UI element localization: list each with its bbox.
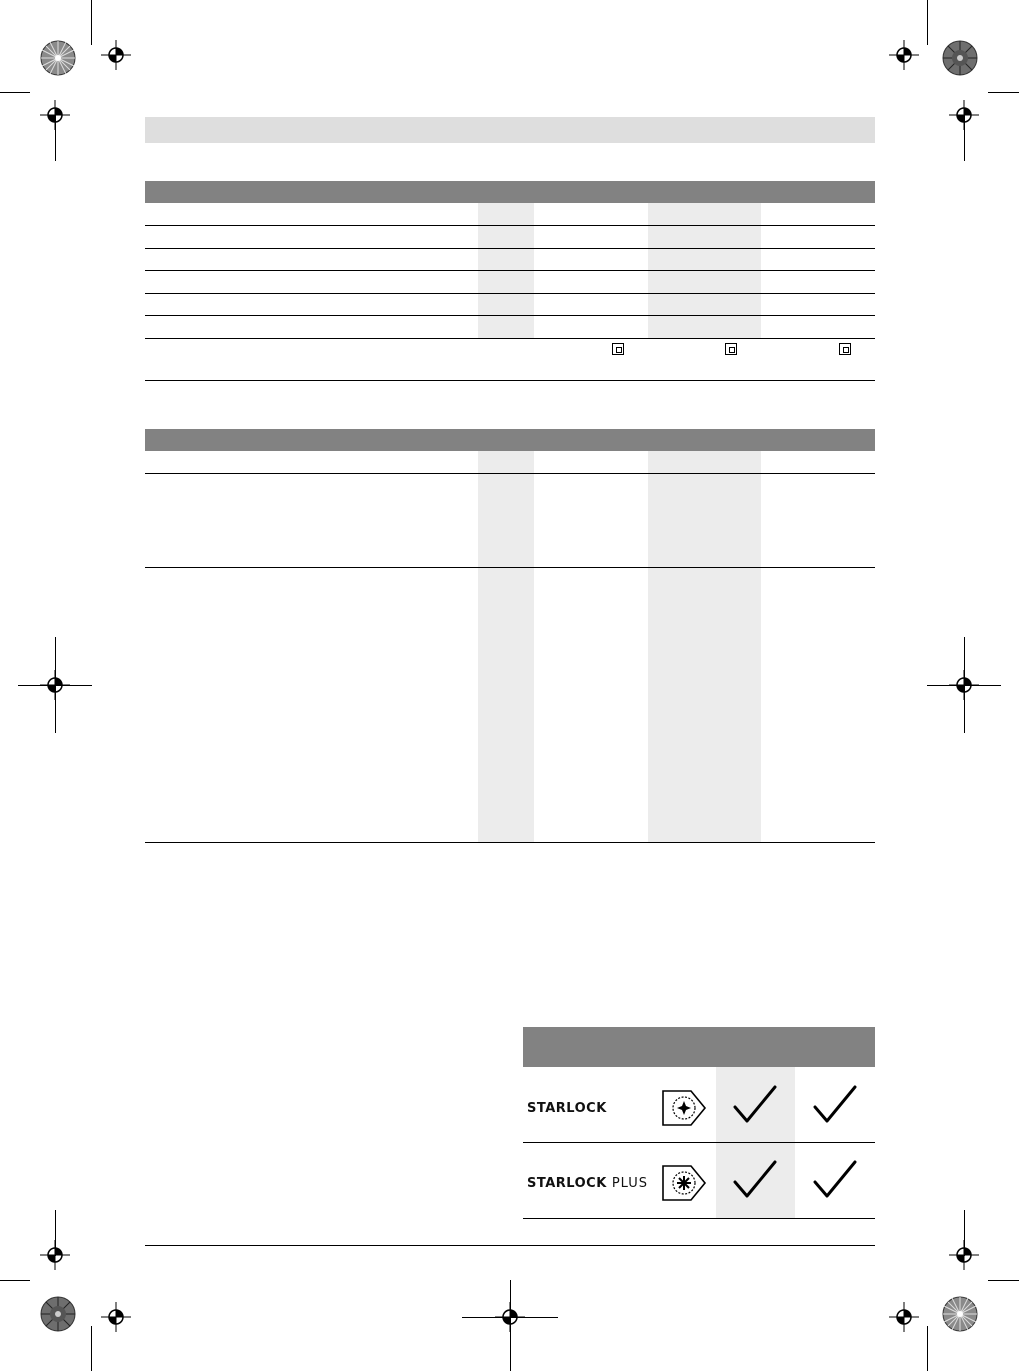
table-row-rule — [145, 567, 875, 568]
starlock-mount-icon — [661, 1164, 707, 1202]
color-wheel-icon — [40, 40, 76, 76]
crosshair-registration-icon — [40, 100, 70, 130]
page-footer-rule — [145, 1245, 875, 1246]
table-bottom-rule — [145, 380, 875, 381]
crosshair-registration-icon — [889, 1302, 919, 1332]
table-row-rule — [523, 1142, 875, 1143]
shaded-column — [478, 451, 534, 842]
checkmark-icon — [811, 1083, 859, 1125]
double-square-icon — [839, 343, 851, 355]
table-row-rule — [145, 315, 875, 316]
crosshair-registration-icon — [101, 1302, 131, 1332]
spec-table-1 — [145, 181, 875, 381]
crosshair-registration-icon — [949, 1240, 979, 1270]
table-row-rule — [145, 248, 875, 249]
crop-line — [988, 92, 1019, 93]
double-square-icon — [612, 343, 624, 355]
page-header-band — [145, 117, 875, 143]
spec-table-2 — [145, 429, 875, 843]
starlock-mount-icon — [661, 1089, 707, 1127]
table-header-bar — [145, 181, 875, 203]
color-wheel-icon — [40, 1296, 76, 1332]
color-wheel-icon — [942, 1296, 978, 1332]
crosshair-registration-icon — [495, 1302, 525, 1332]
table-row-rule — [145, 270, 875, 271]
starlock-plus-logo — [527, 1176, 648, 1191]
table-bottom-rule — [523, 1218, 875, 1219]
shaded-column — [478, 203, 534, 339]
shaded-column — [648, 203, 761, 339]
table-row-rule — [145, 473, 875, 474]
shaded-column — [648, 451, 761, 842]
crosshair-registration-icon — [101, 40, 131, 70]
starlock-logo — [527, 1101, 607, 1116]
crosshair-registration-icon — [949, 100, 979, 130]
double-square-icon — [725, 343, 737, 355]
table-header-bar — [145, 429, 875, 451]
crosshair-registration-icon — [40, 670, 70, 700]
brand-name: STARLOCK — [527, 1176, 607, 1191]
checkmark-icon — [811, 1158, 859, 1200]
crop-line — [0, 92, 30, 93]
checkmark-icon — [731, 1158, 779, 1200]
table-bottom-rule — [145, 842, 875, 843]
crosshair-registration-icon — [949, 670, 979, 700]
table-row-rule — [145, 293, 875, 294]
table-header-bar — [523, 1027, 875, 1067]
brand-name: STARLOCK — [527, 1101, 607, 1116]
crop-line — [927, 1326, 928, 1371]
checkmark-icon — [731, 1083, 779, 1125]
crop-line — [91, 0, 92, 45]
crop-line — [91, 1326, 92, 1371]
crop-line — [0, 1280, 30, 1281]
brand-suffix: PLUS — [611, 1176, 649, 1191]
crop-line — [988, 1280, 1019, 1281]
table-row-rule — [145, 225, 875, 226]
crop-line — [927, 0, 928, 45]
color-wheel-icon — [942, 40, 978, 76]
accessory-compatibility-table — [523, 1027, 875, 1219]
crosshair-registration-icon — [889, 40, 919, 70]
crosshair-registration-icon — [40, 1240, 70, 1270]
table-row-rule — [145, 338, 875, 339]
